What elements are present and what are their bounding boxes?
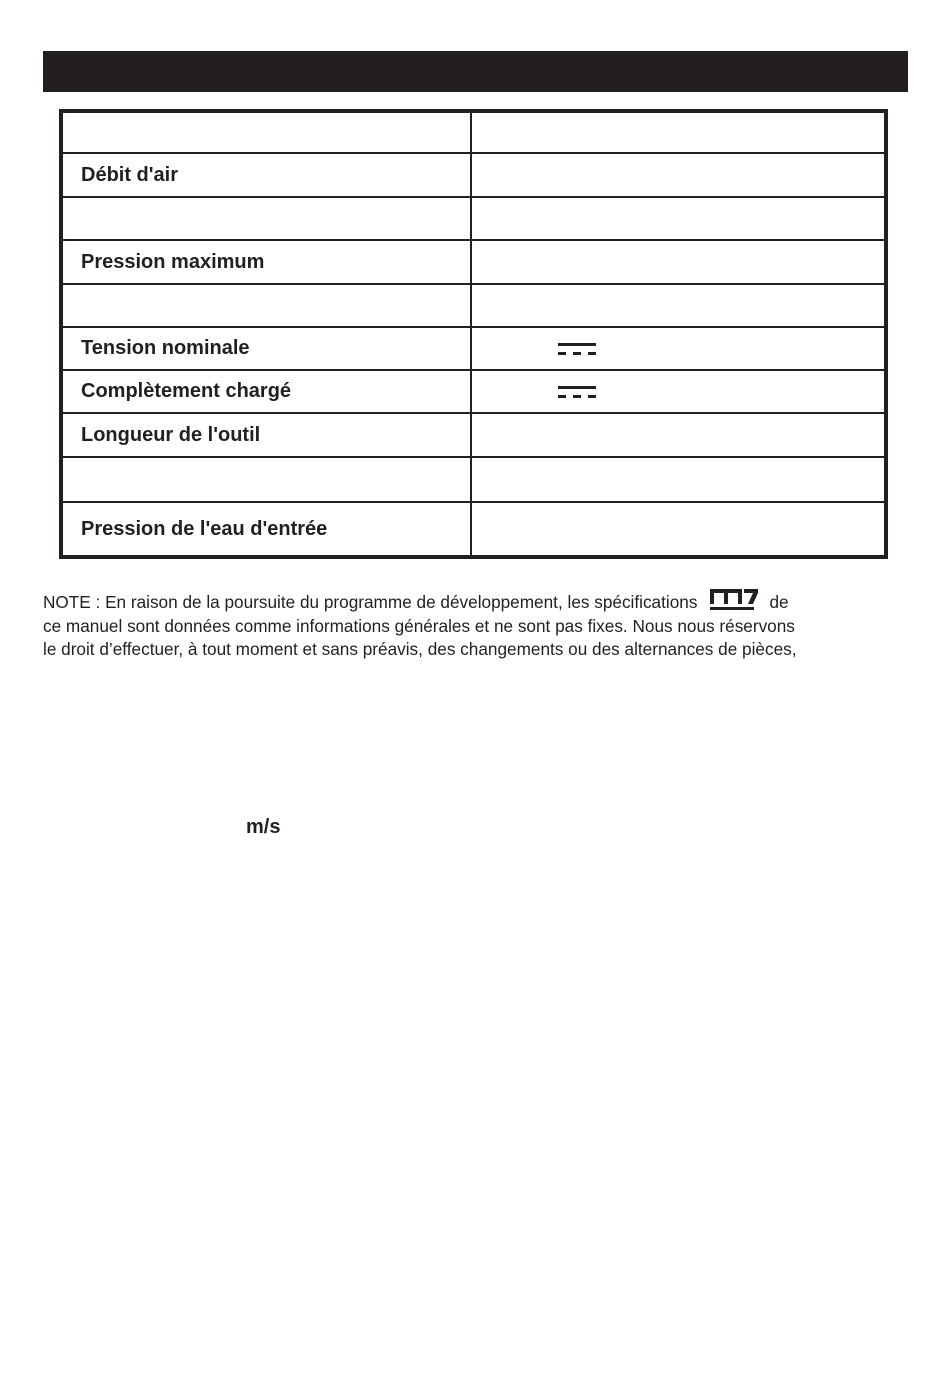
unit-label: m/s [246, 816, 281, 838]
table-row [61, 413, 886, 457]
dc-current-icon [558, 342, 596, 356]
spec-value [471, 413, 886, 457]
spec-value [471, 502, 886, 557]
specifications-table [59, 109, 888, 559]
spec-label [61, 197, 471, 240]
table-row [61, 327, 886, 370]
spec-value [471, 327, 886, 370]
note-line-2: ce manuel sont données comme informations générales et ne sont pas fixes. Nous nous réservons [43, 615, 795, 636]
spec-label [61, 284, 471, 327]
spec-value [471, 457, 886, 502]
section-header-bar [43, 51, 908, 92]
spec-value [471, 284, 886, 327]
spec-value [471, 153, 886, 197]
spec-value [471, 240, 886, 284]
spec-label: Débit d'air [61, 153, 471, 197]
spec-label: Longueur de l'outil [61, 413, 471, 457]
table-row [61, 370, 886, 413]
table-row [61, 153, 886, 197]
table-row [61, 111, 886, 153]
table-row [61, 457, 886, 502]
spec-value [471, 111, 886, 153]
table-row [61, 197, 886, 240]
spec-label: Tension nominale [61, 327, 471, 370]
table-row [61, 284, 886, 327]
table-row [61, 240, 886, 284]
table-row [61, 502, 886, 557]
development-note [43, 587, 913, 662]
spec-label: Pression de l'eau d'entrée [61, 502, 471, 557]
dc-current-icon [558, 385, 596, 399]
note-line-3: le droit d’effectuer, à tout moment et sans préavis, des changements ou des alternances de pièces, [43, 639, 797, 659]
note-text: NOTE : En raison de la poursuite du programme de développement, les spécifications [43, 592, 698, 612]
m7-logo-icon [709, 587, 759, 611]
spec-label: Complètement chargé [61, 370, 471, 413]
note-text: de [769, 592, 789, 612]
spec-label [61, 457, 471, 502]
spec-value [471, 197, 886, 240]
spec-label [61, 111, 471, 153]
note-line-1 [43, 587, 913, 615]
spec-label: Pression maximum [61, 240, 471, 284]
spec-value [471, 370, 886, 413]
